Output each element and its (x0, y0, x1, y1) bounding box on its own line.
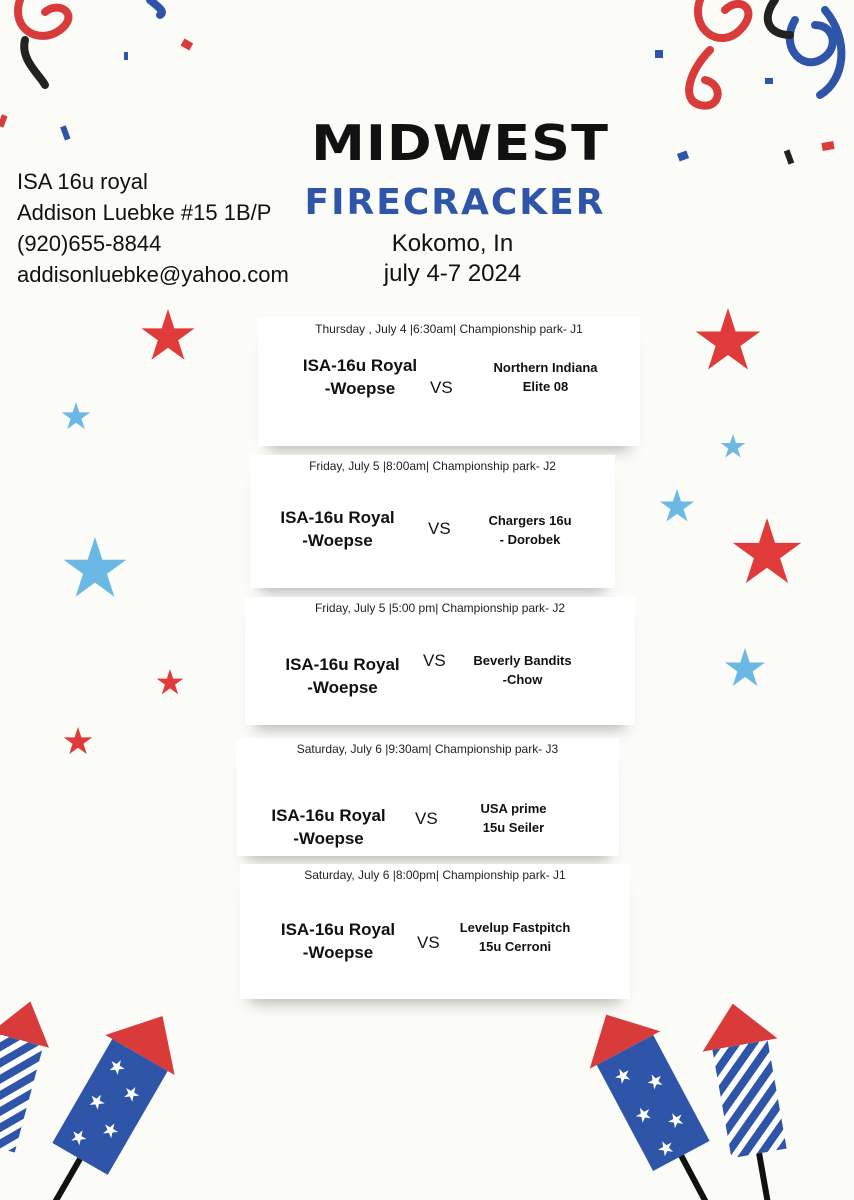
vs-label: VS (417, 933, 440, 952)
game-card-4 (236, 738, 619, 856)
vs-label: VS (428, 519, 451, 538)
firework-rocket-icon (695, 997, 807, 1200)
home-team: ISA-16u Royal -Woepse (285, 655, 400, 697)
event-dates: july 4-7 2024 (383, 260, 522, 287)
vs-label: VS (415, 809, 438, 828)
game-card-2 (250, 455, 615, 588)
game-card-3 (245, 597, 635, 725)
away-team: Levelup Fastpitch 15u Cerroni (459, 920, 571, 954)
player-info (17, 166, 289, 290)
game-header: Saturday, July 6 |9:30am| Championship park- J3 (296, 742, 559, 756)
away-team: Northern Indiana Elite 08 (493, 360, 598, 394)
away-team: Chargers 16u - Dorobek (488, 513, 572, 547)
away-team: USA prime 15u Seiler (480, 801, 547, 835)
event-subtitle: FIRECRACKER (304, 182, 606, 223)
game-header: Friday, July 5 |5:00 pm| Championship park- J2 (314, 601, 566, 615)
game-card-1 (258, 318, 640, 446)
home-team: ISA-16u Royal -Woepse (302, 356, 418, 398)
player-team: ISA 16u royal (17, 169, 148, 194)
home-team: ISA-16u Royal -Woepse (280, 920, 396, 962)
game-header: Saturday, July 6 |8:00pm| Championship park- J1 (304, 868, 566, 882)
player-name: Addison Luebke #15 1B/P (17, 200, 272, 225)
vs-label: VS (430, 378, 453, 397)
vs-label: VS (423, 651, 446, 670)
event-location: Kokomo, In (391, 230, 514, 257)
player-email[interactable]: addisonluebke@yahoo.com (17, 262, 289, 287)
player-phone[interactable]: (920)655-8844 (17, 231, 162, 256)
game-header: Friday, July 5 |8:00am| Championship park- J2 (309, 459, 556, 473)
home-team: ISA-16u Royal -Woepse (280, 508, 395, 550)
event-title: MIDWEST (311, 115, 609, 172)
game-header: Thursday , July 4 |6:30am| Championship park- J1 (315, 322, 583, 336)
game-card-5 (240, 864, 630, 999)
home-team: ISA-16u Royal -Woepse (271, 806, 386, 848)
away-team: Beverly Bandits -Chow (473, 653, 572, 687)
